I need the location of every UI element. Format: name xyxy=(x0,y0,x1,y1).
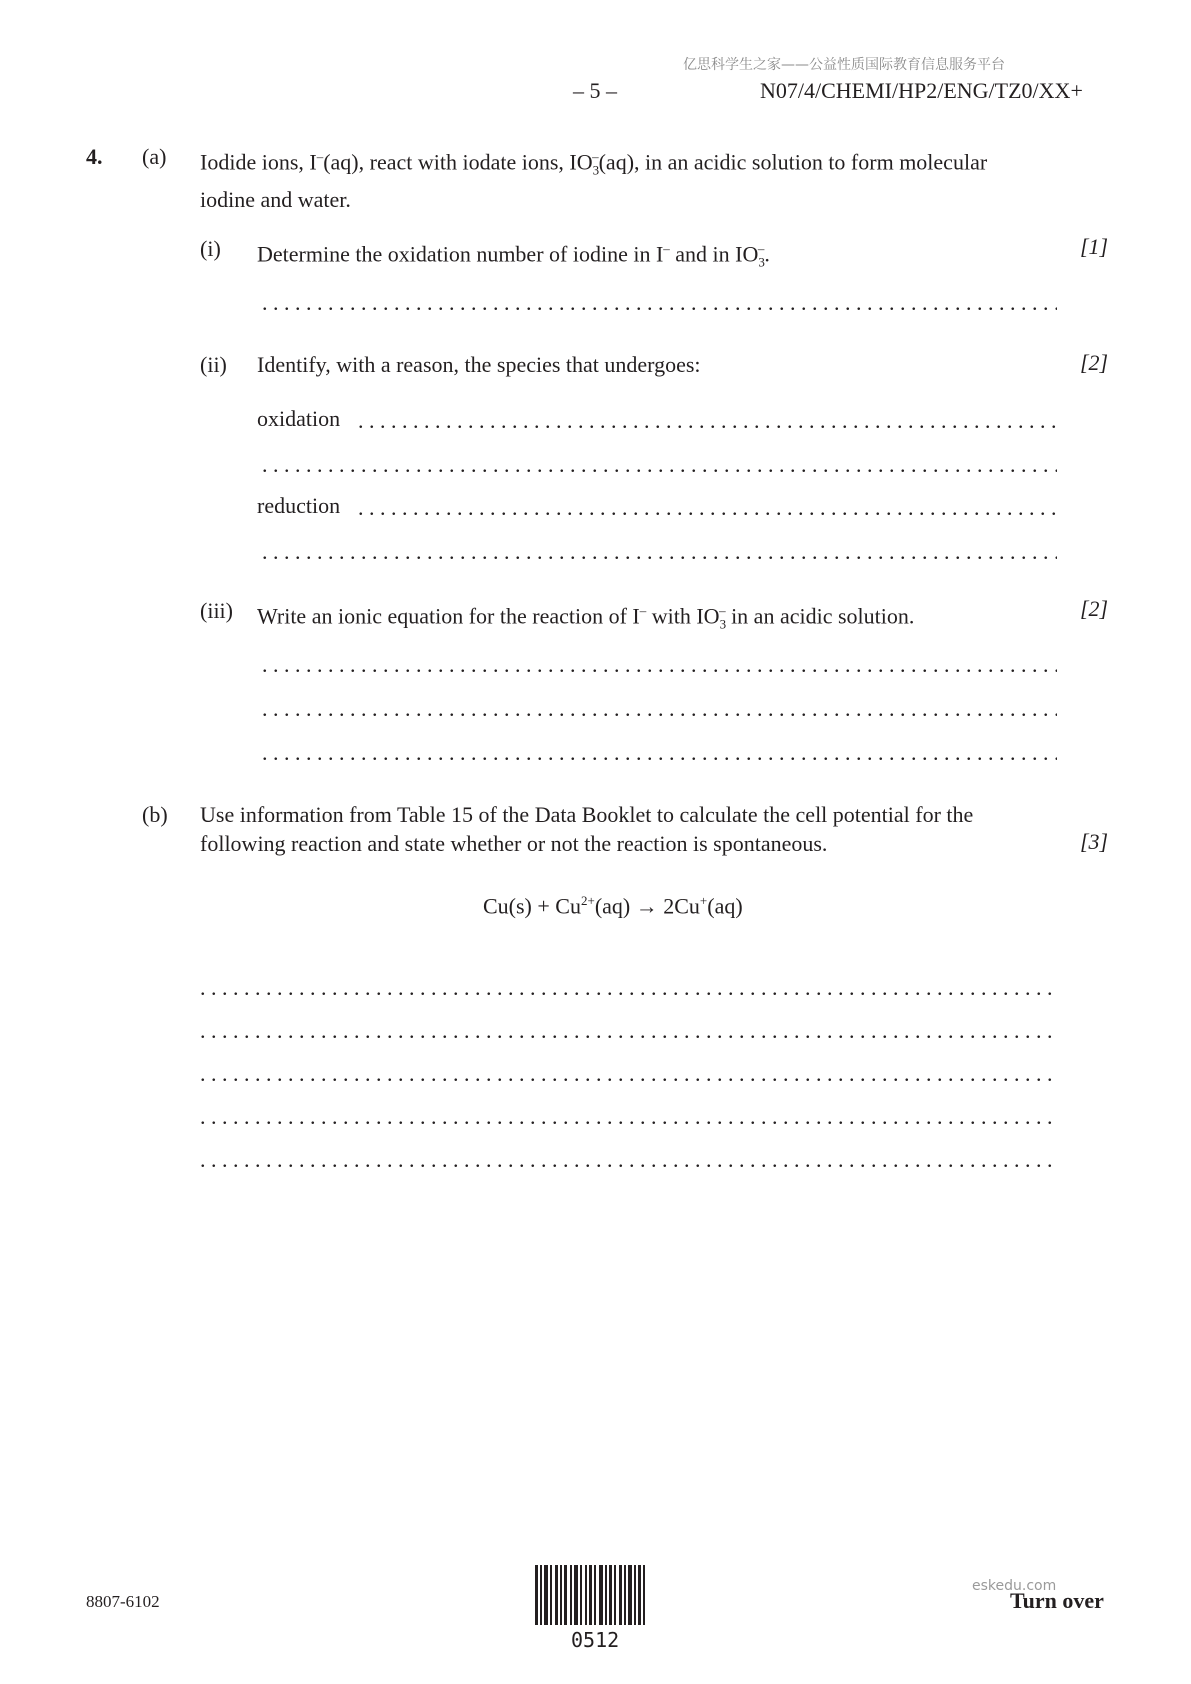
reduction-label: reduction xyxy=(257,493,341,518)
answer-line[interactable] xyxy=(262,652,1057,678)
reaction-equation: $Cu(s) + Cu^{2+}(aq) \to 2Cu^+(aq)$ xyxy=(483,893,743,919)
part-b-stem: Use information from Table 15 of the Data Booklet to calculate the cell potential for the following reaction and state whether or not the reaction is spontaneous. xyxy=(200,802,974,856)
footer-code: 8807-6102 xyxy=(86,1592,160,1611)
part-a-ii-label: (ii) xyxy=(200,352,227,377)
answer-line[interactable] xyxy=(200,1018,1057,1044)
part-a-ii-marks: [2] xyxy=(1080,350,1109,375)
answer-line[interactable] xyxy=(200,1104,1057,1130)
question-number: 4. xyxy=(86,144,103,169)
answer-line[interactable] xyxy=(358,408,1057,434)
part-a-i-text: Determine the oxidation number of iodine in I– and in $IO_3^-$. xyxy=(257,241,770,270)
part-a-stem: Iodide ions, I–(aq), react with iodate ions, $IO_3^-(aq)$, in an acidic solution to form molecular iodine and water. xyxy=(200,149,988,212)
part-a-i-marks: [1] xyxy=(1080,234,1109,259)
part-a-i-label: (i) xyxy=(200,236,221,261)
answer-line[interactable] xyxy=(200,975,1057,1001)
answer-line[interactable] xyxy=(262,539,1057,565)
oxidation-label: oxidation xyxy=(257,406,341,431)
answer-line[interactable] xyxy=(262,290,1057,316)
document-code: N07/4/CHEMI/HP2/ENG/TZ0/XX+ xyxy=(760,78,1083,103)
answer-line[interactable] xyxy=(200,1061,1057,1087)
part-b-marks: [3] xyxy=(1080,829,1109,854)
answer-line[interactable] xyxy=(262,696,1057,722)
answer-line[interactable] xyxy=(262,452,1057,478)
site-watermark: eskedu.com xyxy=(972,1578,1057,1594)
header-watermark: 亿思科学生之家——公益性质国际教育信息服务平台 xyxy=(683,57,1005,73)
part-a-label: (a) xyxy=(142,144,167,169)
part-a-iii-text: Write an ionic equation for the reaction of I– with $IO_3^-$ in an acidic solution. xyxy=(257,603,915,632)
barcode-number: 0512 xyxy=(571,1628,620,1652)
part-b-label: (b) xyxy=(142,802,168,827)
turn-over-label: Turn over xyxy=(1010,1588,1104,1613)
part-a-ii-text: Identify, with a reason, the species that undergoes: xyxy=(257,352,701,377)
answer-line[interactable] xyxy=(262,740,1057,766)
answer-line[interactable] xyxy=(358,495,1057,521)
page-number: – 5 – xyxy=(573,78,617,103)
part-a-iii-label: (iii) xyxy=(200,598,233,623)
answer-line[interactable] xyxy=(200,1147,1057,1173)
barcode xyxy=(535,1565,667,1625)
part-a-iii-marks: [2] xyxy=(1080,596,1109,621)
